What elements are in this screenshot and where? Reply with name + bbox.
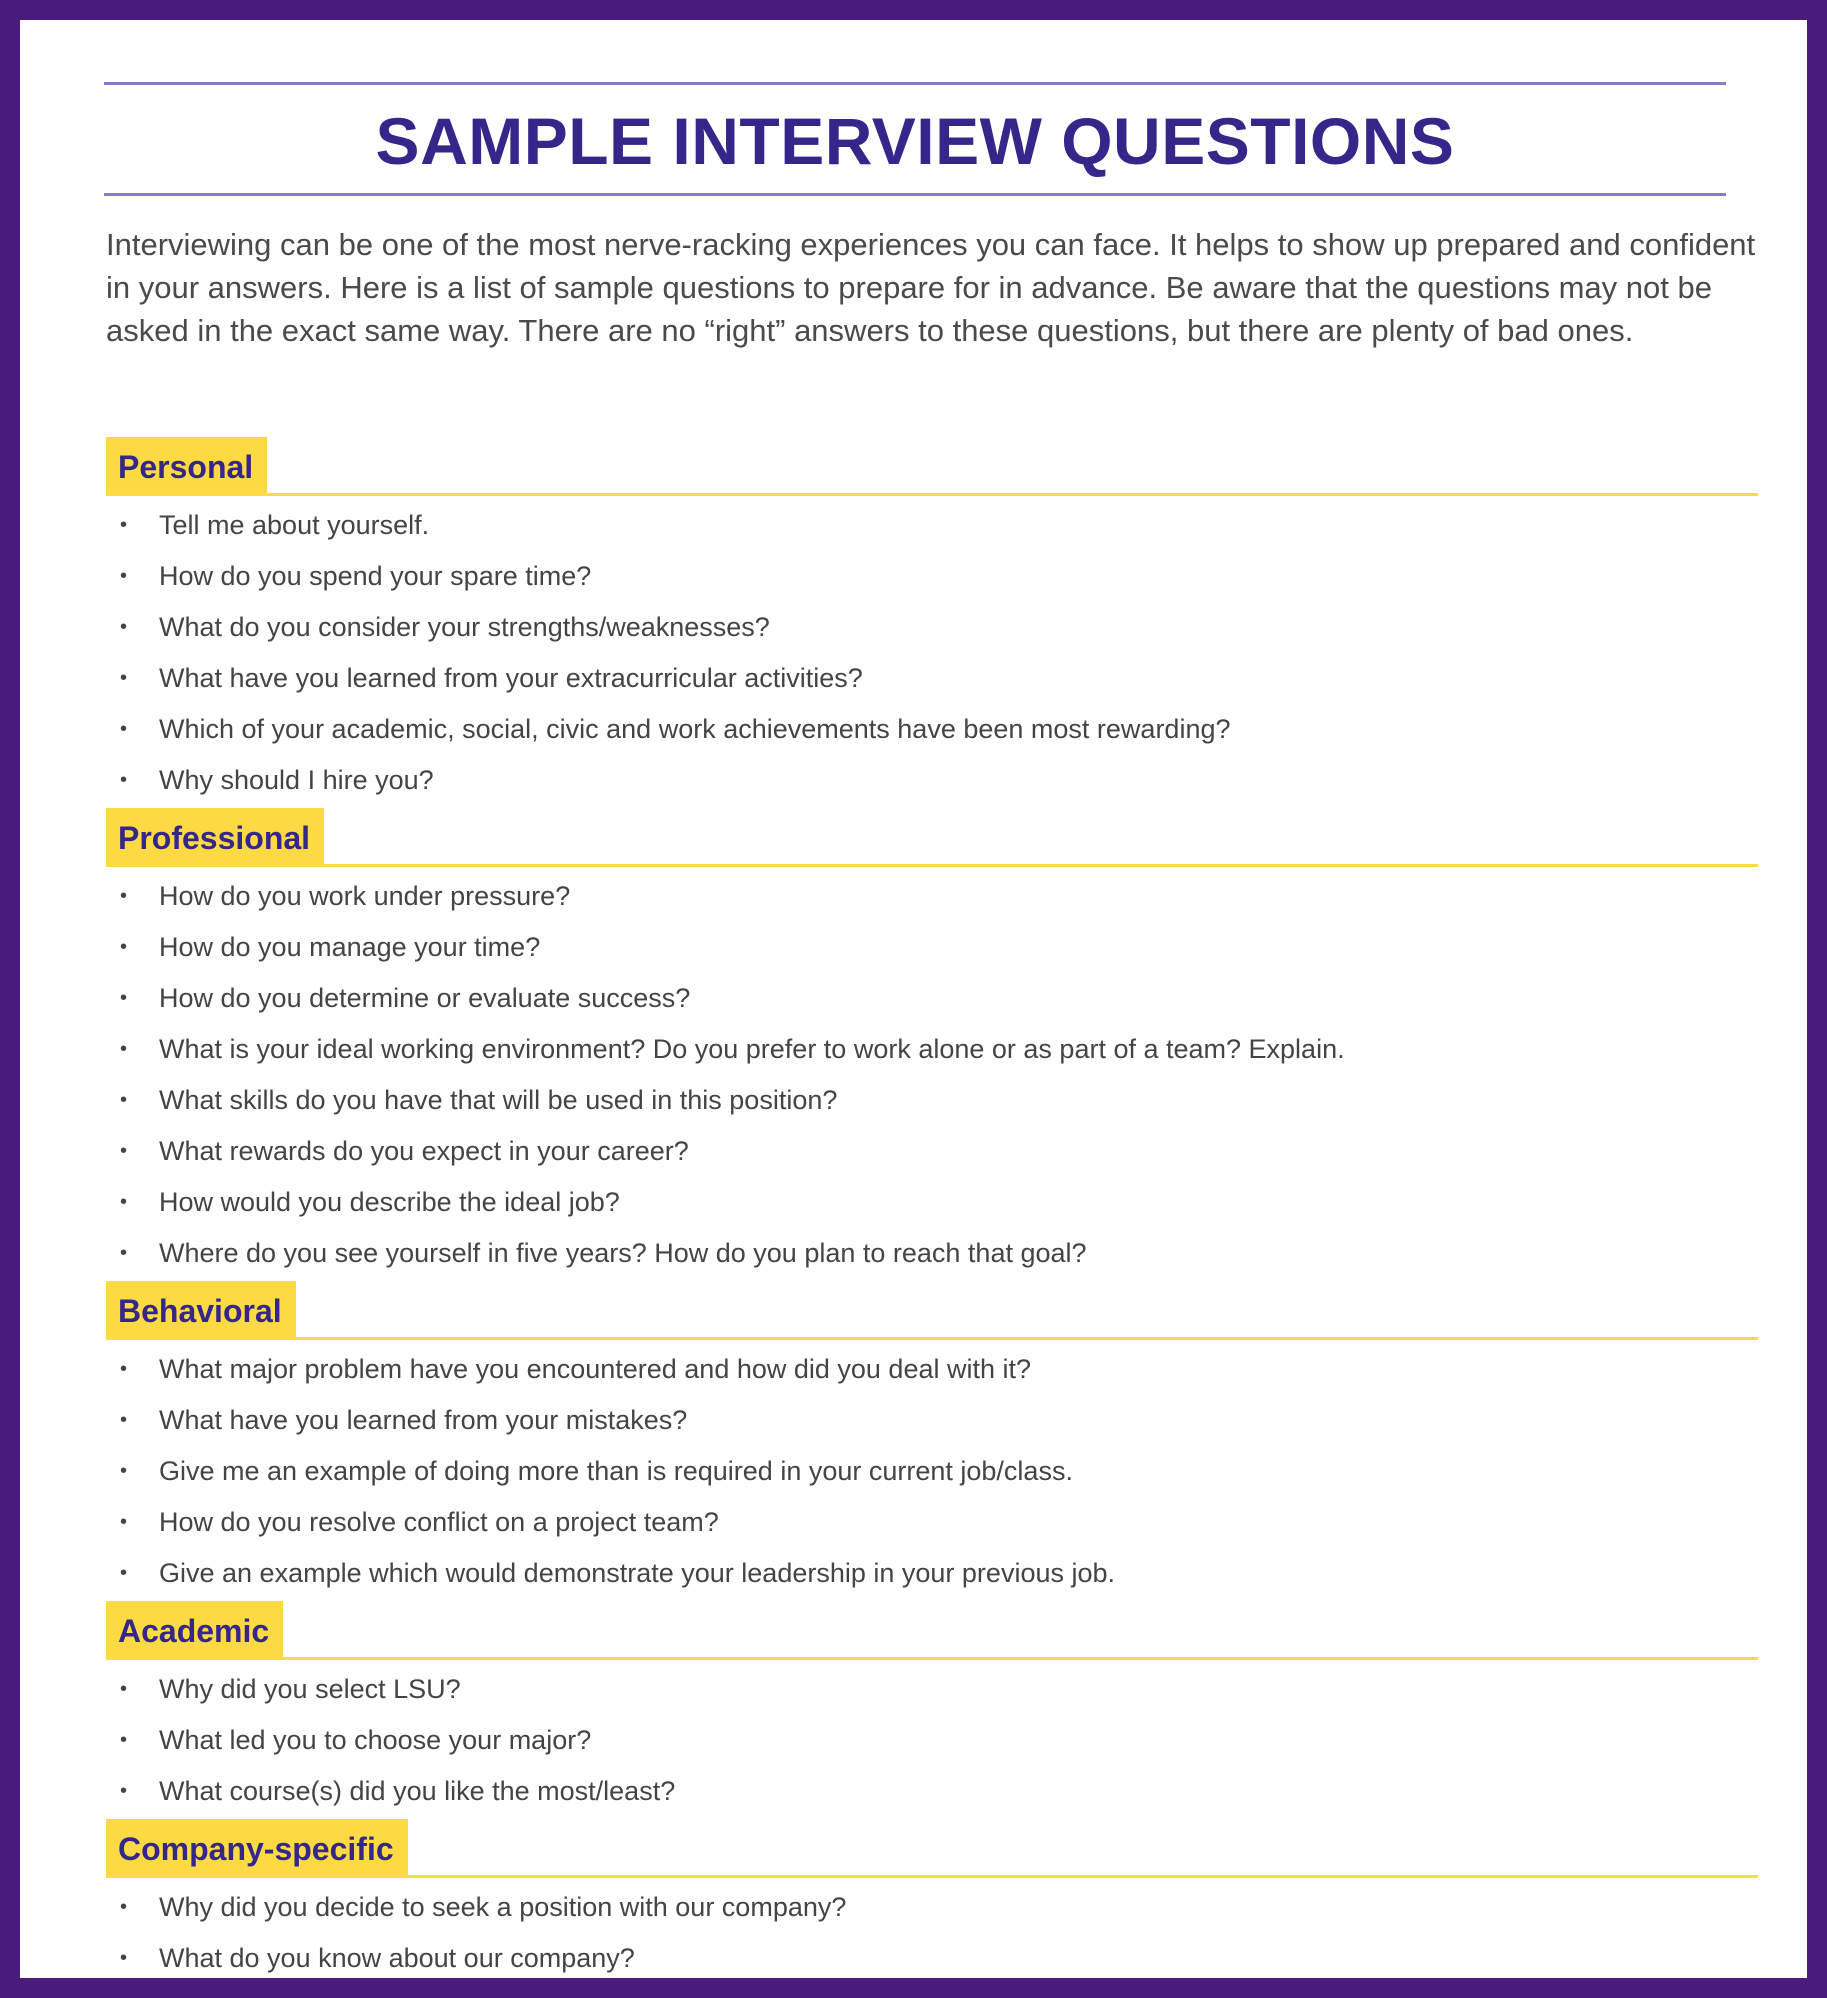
bullet-icon: •: [120, 1242, 128, 1264]
section-personal: [106, 437, 1758, 808]
list-item: [106, 1766, 1758, 1817]
question-text: What skills do you have that will be used in this position?: [159, 1085, 838, 1115]
question-text: What rewards do you expect in your career?: [159, 1136, 689, 1166]
title-top-rule: [104, 82, 1726, 85]
question-list: [106, 1340, 1758, 1601]
list-item: [106, 1664, 1758, 1715]
question-list: [106, 1660, 1758, 1819]
list-item: [106, 922, 1758, 973]
list-item: [106, 602, 1758, 653]
bullet-icon: •: [120, 1460, 128, 1482]
section-company-specific: [106, 1819, 1758, 1978]
bullet-icon: •: [120, 1511, 128, 1533]
list-item: [106, 1882, 1758, 1933]
bullet-icon: •: [120, 1947, 128, 1969]
question-text: Why should I hire you?: [159, 765, 434, 795]
section-professional: [106, 808, 1758, 1281]
question-text: Give an example which would demonstrate your leadership in your previous job.: [159, 1558, 1116, 1588]
list-item: [106, 755, 1758, 806]
question-text: What do you know about our company?: [159, 1943, 635, 1973]
bullet-icon: •: [120, 718, 128, 740]
section-academic: [106, 1601, 1758, 1819]
intro-paragraph: Interviewing can be one of the most nerve-racking experiences you can face. It helps to show up prepared and confident in your answers. Here is a list of sample questions to prepare for in advance. Be aware that the questions may not be asked in the exact same way. There are no “right” answers to these questions, but there are plenty of bad ones.: [106, 227, 1756, 348]
bullet-icon: •: [120, 885, 128, 907]
bullet-icon: •: [120, 1191, 128, 1213]
bullet-icon: •: [120, 1089, 128, 1111]
bullet-icon: •: [120, 1780, 128, 1802]
list-item: [106, 1177, 1758, 1228]
bullet-icon: •: [120, 667, 128, 689]
question-text: How do you determine or evaluate success?: [159, 983, 691, 1013]
question-text: What course(s) did you like the most/least?: [159, 1776, 676, 1806]
bullet-icon: •: [120, 936, 128, 958]
section-header: [106, 1281, 1758, 1340]
bullet-icon: •: [120, 769, 128, 791]
section-header: [106, 1601, 1758, 1660]
question-text: Tell me about yourself.: [159, 510, 430, 540]
question-text: What led you to choose your major?: [159, 1725, 592, 1755]
list-item: [106, 1933, 1758, 1978]
list-item: [106, 1497, 1758, 1548]
title-bottom-rule: [104, 193, 1726, 196]
question-list: [106, 1878, 1758, 1978]
bullet-icon: •: [120, 1038, 128, 1060]
section-heading: Personal: [106, 437, 267, 493]
question-sections: [106, 437, 1758, 1978]
section-header: [106, 808, 1758, 867]
list-item: [106, 1344, 1758, 1395]
list-item: [106, 704, 1758, 755]
question-text: How do you spend your spare time?: [159, 561, 592, 591]
question-text: Where do you see yourself in five years? How do you plan to reach that goal?: [159, 1238, 1087, 1268]
list-item: [106, 1715, 1758, 1766]
document-page: [20, 20, 1807, 1978]
question-text: What is your ideal working environment? Do you prefer to work alone or as part of a team? Explain.: [159, 1034, 1345, 1064]
question-list: [106, 496, 1758, 808]
bullet-icon: •: [120, 616, 128, 638]
bullet-icon: •: [120, 1678, 128, 1700]
section-header: [106, 437, 1758, 496]
list-item: [106, 500, 1758, 551]
question-text: What have you learned from your mistakes?: [159, 1405, 688, 1435]
question-text: What do you consider your strengths/weaknesses?: [159, 612, 770, 642]
question-text: How do you manage your time?: [159, 932, 541, 962]
question-text: Why did you select LSU?: [159, 1674, 461, 1704]
question-text: Give me an example of doing more than is required in your current job/class.: [159, 1456, 1073, 1486]
section-header: [106, 1819, 1758, 1878]
bullet-icon: •: [120, 1358, 128, 1380]
question-text: How would you describe the ideal job?: [159, 1187, 620, 1217]
section-heading: Professional: [106, 808, 324, 864]
page-title: SAMPLE INTERVIEW QUESTIONS: [375, 104, 1455, 178]
section-heading: Company-specific: [106, 1819, 408, 1875]
list-item: [106, 1024, 1758, 1075]
bullet-icon: •: [120, 565, 128, 587]
question-text: How do you work under pressure?: [159, 881, 571, 911]
question-list: [106, 867, 1758, 1281]
list-item: [106, 1446, 1758, 1497]
list-item: [106, 871, 1758, 922]
list-item: [106, 1075, 1758, 1126]
bullet-icon: •: [120, 1729, 128, 1751]
list-item: [106, 1395, 1758, 1446]
list-item: [106, 973, 1758, 1024]
question-text: How do you resolve conflict on a project team?: [159, 1507, 719, 1537]
list-item: [106, 1228, 1758, 1279]
list-item: [106, 1126, 1758, 1177]
bullet-icon: •: [120, 1140, 128, 1162]
list-item: [106, 653, 1758, 704]
section-behavioral: [106, 1281, 1758, 1601]
question-text: Why did you decide to seek a position with our company?: [159, 1892, 847, 1922]
section-heading: Behavioral: [106, 1281, 296, 1337]
question-text: Which of your academic, social, civic and work achievements have been most rewarding?: [159, 714, 1231, 744]
list-item: [106, 1548, 1758, 1599]
bullet-icon: •: [120, 1562, 128, 1584]
question-text: What major problem have you encountered and how did you deal with it?: [159, 1354, 1032, 1384]
bullet-icon: •: [120, 987, 128, 1009]
bullet-icon: •: [120, 1896, 128, 1918]
list-item: [106, 551, 1758, 602]
section-heading: Academic: [106, 1601, 283, 1657]
question-text: What have you learned from your extracurricular activities?: [159, 663, 863, 693]
bullet-icon: •: [120, 1409, 128, 1431]
bullet-icon: •: [120, 514, 128, 536]
